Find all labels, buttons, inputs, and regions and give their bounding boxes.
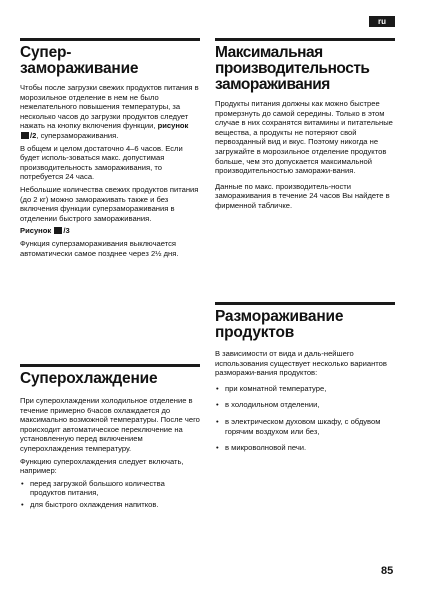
section-title-defrosting: Размораживание продуктов [215,308,344,341]
paragraph: В зависимости от вида и даль-нейшего использования существует несколько вариантов разморажи-вания продуктов: [215,349,387,378]
section-title-superfreezing: Супер- замораживание [20,44,139,77]
bullet-icon: • [216,416,219,426]
paragraph: При суперохлаждении холодильное отделение в течение примерно 6часов охлаждается до максимально возможной температуры. После чего происходит автоматическое переключение на установленную перед включением суперохлаждения температуру. [20,396,200,453]
section-max-capacity [215,38,395,214]
paragraph: Функция суперзамораживания выключается автоматически самое позднее через 2½ дня. [20,238,179,258]
bullet-list [20,479,200,510]
bullet-icon: • [21,478,24,488]
paragraph [20,83,200,141]
figure-icon [54,227,62,234]
paragraph: Функцию суперохлаждения следует включать, например: [20,456,184,476]
section-rule [215,302,395,305]
bullet-icon: • [216,383,219,393]
list-item: • при комнатной температуре, [216,383,327,393]
page-number: 85 [381,565,394,577]
bullet-list [215,384,395,453]
section-rule [215,38,395,41]
paragraph-text: , суперзамораживания. [36,130,119,140]
bullet-icon: • [21,499,24,509]
bullet-icon: • [216,443,219,453]
section-title-supercooling: Суперохлаждение [20,370,158,387]
list-item: • в микроволновой печи. [216,443,307,453]
list-item: • для быстрого охлаждения напитков. [21,499,159,509]
figure-reference: Рисунок /3 [20,226,70,236]
section-title-max-capacity: Максимальная производительность замораживания [215,44,370,93]
section-superfreezing [20,38,200,261]
figure-reference: рисунок /2 [20,121,188,140]
section-defrosting [215,302,395,455]
bullet-icon: • [216,400,219,410]
paragraph: Данные по макс. производитель-ности замораживания в течение 24 часов Вы найдете в фирменной табличке. [215,181,390,210]
paragraph-text: Чтобы после загрузки свежих продуктов питания в морозильное отделение в нем не было нежелательного повышения температуры, за несколько часов до загрузки продуктов следует нажать на кнопку включения функции, [20,83,199,131]
section-rule [20,364,200,367]
section-rule [20,38,200,41]
figure-icon [21,132,29,139]
list-item: • перед загрузкой большого количества продуктов питания, [21,478,165,498]
language-badge: ru [369,16,395,27]
section-supercooling [20,364,200,512]
paragraph: В общем и целом достаточно 4–6 часов. Если будет исполь-зоваться макс. допустимая производительность замораживания, то потребуется 24 часа. [20,143,183,182]
paragraph: Продукты питания должны как можно быстрее промерзнуть до самой середины. Только в этом случае в них сохранятся витамины и питательные вещества, а продукты не потеряют свой первозданный вид и вкус. Поэтому никогда не загружайте в морозильное отделение продуктов больше, чем это допускается максимальной производительностью заморажи-вания. [215,99,393,176]
list-item: • в электрическом духовом шкафу, с обдувом горячим воздухом или без, [216,416,381,436]
paragraph: Небольшие количества свежих продуктов питания (до 2 кг) можно замораживать также и без включения функции суперзамораживания в отделении быстрого замораживания. [20,184,199,223]
list-item: • в холодильном отделении, [216,400,320,410]
